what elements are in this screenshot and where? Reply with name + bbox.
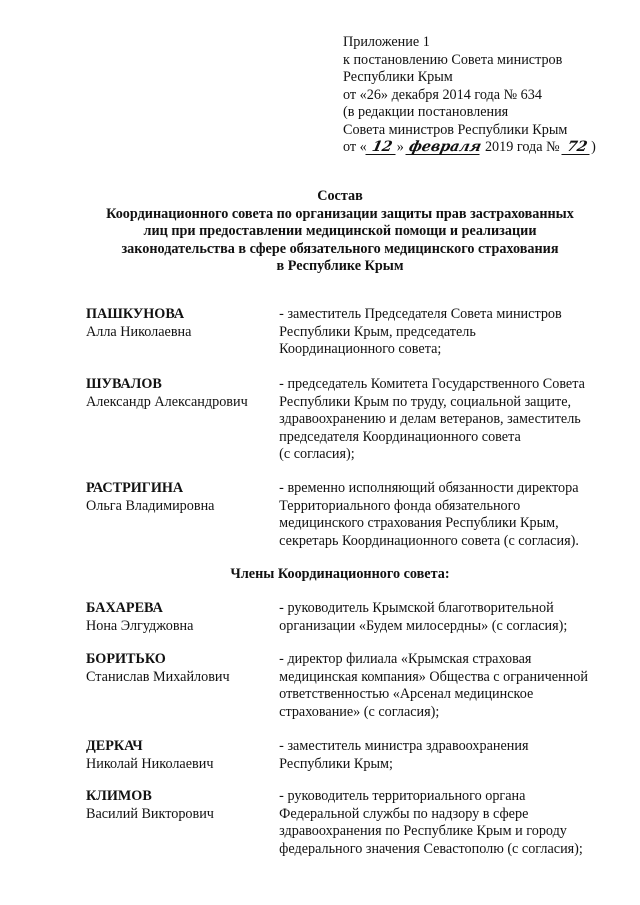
member-name [86,306,279,376]
member-role [279,600,616,651]
role-line: Территориального фонда обязательного [279,497,521,514]
member-name [86,600,279,651]
member-surname: РАСТРИГИНА [86,480,184,496]
member-name [86,480,279,570]
role-line: организации «Будем милосердны» (с согласия); [279,617,568,634]
appendix-line: к постановлению Совета министров [343,51,563,68]
member-surname: ПАШКУНОВА [86,306,185,322]
members-heading: Члены Координационного совета: [230,566,450,582]
appendix-line: Республики Крым [343,69,453,85]
member-role [279,376,616,480]
role-line: - руководитель Крымской благотворительной [279,600,554,616]
role-line: - заместитель Председателя Совета министров [279,306,562,322]
title-line: Состав [317,188,363,204]
role-line: - временно исполняющий обязанности директора [279,480,579,496]
role-line: Координационного совета; [279,341,442,357]
title-line: законодательства в сфере обязательного медицинского страхования [121,240,559,257]
appendix-revision-line [343,139,628,157]
member-given-names: Станислав Михайлович [86,668,230,685]
appendix-line: от «26» декабря 2014 года № 634 [343,86,542,103]
member-surname: БОРИТЬКО [86,651,166,667]
role-line: секретарь Координационного совета (с согласия). [279,532,579,549]
role-line: Республики Крым, председатель [279,323,476,340]
document-title [80,188,600,276]
member-entry [86,738,616,788]
member-role [279,651,616,738]
member-surname: КЛИМОВ [86,788,152,804]
member-role [279,788,616,860]
role-line: - руководитель территориального органа [279,788,526,804]
member-role [279,738,616,788]
appendix-line: Приложение 1 [343,34,430,50]
member-surname: ШУВАЛОВ [86,376,162,392]
member-entry [86,480,616,570]
member-name [86,651,279,738]
appendix-block [343,34,628,157]
role-line: (с согласия); [279,446,355,462]
role-line: федерального значения Севастополю (с согласия); [279,840,583,857]
member-entry [86,306,616,376]
member-entry [86,600,616,651]
members-list [86,600,616,860]
member-given-names: Александр Александрович [86,393,248,410]
handwritten-number: 72 [562,140,593,155]
handwritten-day: 12 [365,140,398,155]
member-name [86,738,279,788]
handwritten-month: февраля [407,139,484,155]
member-role [279,306,616,376]
role-line: ответственностью «Арсенал медицинское [279,686,534,702]
role-line: медицинского страхования Республики Крым, [279,515,559,531]
member-entry [86,788,616,860]
member-given-names: Нона Элгуджовна [86,617,194,634]
role-line: страхование» (с согласия); [279,703,440,720]
member-given-names: Василий Викторович [86,805,214,822]
member-given-names: Алла Николаевна [86,323,192,340]
title-line: лиц при предоставлении медицинской помощи и реализации [143,223,537,239]
role-line: медицинская компания» Общества с ограниченной [279,668,588,685]
role-line: здравоохранению и делам ветеранов, заместитель [279,411,581,427]
role-line: Республики Крым по труду, социальной защите, [279,393,572,410]
role-line: Республики Крым; [279,755,393,772]
member-given-names: Николай Николаевич [86,755,214,772]
title-line: в Республике Крым [276,258,404,274]
role-line: - председатель Комитета Государственного Совета [279,376,585,392]
member-given-names: Ольга Владимировна [86,497,215,514]
member-entry [86,651,616,738]
revision-year: 2019 года № [484,139,560,155]
member-name [86,788,279,860]
appendix-line: (в редакции постановления [343,104,509,120]
member-entry [86,376,616,480]
member-role [279,480,616,570]
member-name [86,376,279,480]
revision-suffix: ) [591,139,596,155]
role-line: здравоохранения по Республике Крым и городу [279,823,567,839]
revision-prefix: от « [343,139,367,155]
member-surname: ДЕРКАЧ [86,738,143,754]
role-line: председателя Координационного совета [279,428,521,445]
title-line: Координационного совета по организации защиты прав застрахованных [106,205,574,222]
appendix-line: Совета министров Республики Крым [343,121,568,138]
leadership-list [86,306,616,570]
role-line: - директор филиала «Крымская страховая [279,651,532,667]
role-line: Федеральной службы по надзору в сфере [279,805,529,822]
member-surname: БАХАРЕВА [86,600,163,616]
revision-mid: » [396,139,404,155]
role-line: - заместитель министра здравоохранения [279,738,529,754]
